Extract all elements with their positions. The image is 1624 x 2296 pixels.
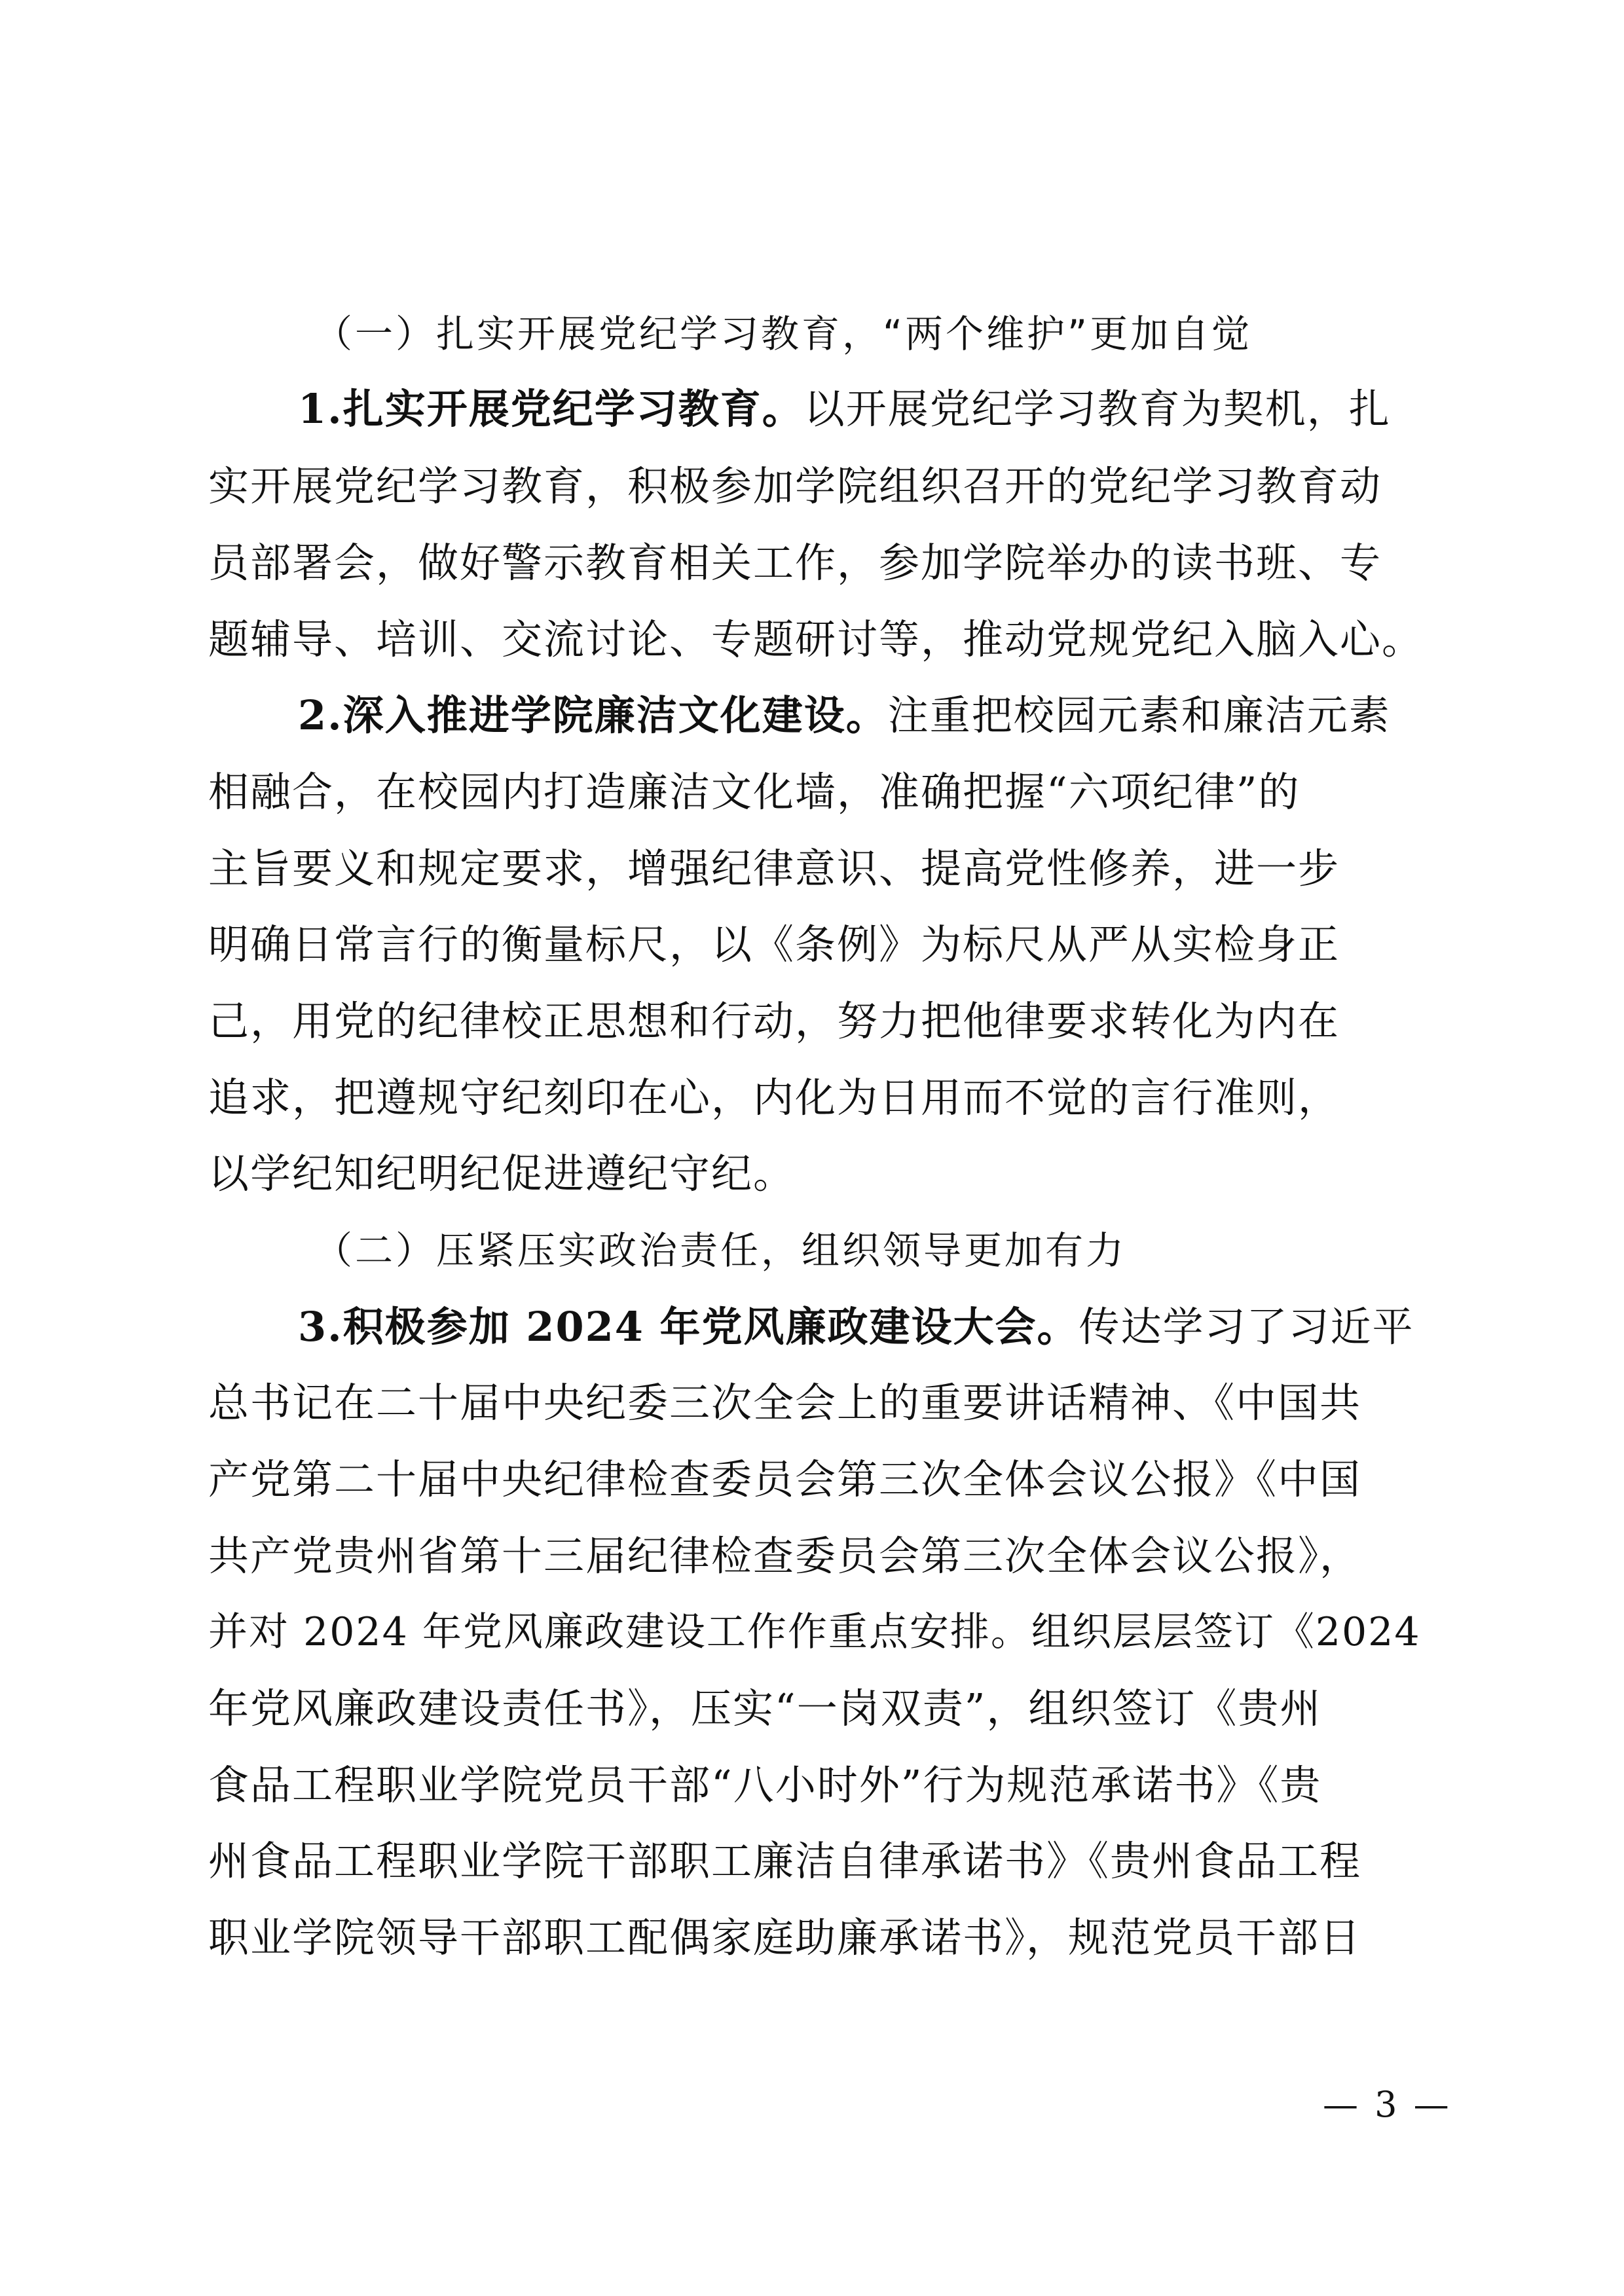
paragraph-2-line-2: 相融合，在校园内打造廉洁文化墙，准确把握“六项纪律”的 — [208, 768, 1301, 816]
page-number: — 3 — — [1323, 2084, 1452, 2125]
section-heading-2: （二）压紧压实政治责任，组织领导更加有力 — [314, 1228, 1127, 1273]
paragraph-2-line-7: 以学纪知纪明纪促进遵纪守纪。 — [208, 1150, 796, 1197]
paragraph-2-line-3: 主旨要义和规定要求，增强纪律意识、提高党性修养，进一步 — [208, 845, 1340, 892]
paragraph-1-line-1 — [298, 380, 1391, 439]
paragraph-3-lead: 3.积极参加 2024 年党风廉政建设大会。 — [298, 1303, 1079, 1351]
paragraph-3-line-4: 共产党贵州省第十三届纪律检查委员会第三次全体会议公报》， — [208, 1532, 1362, 1580]
paragraph-2-lead: 2.深入推进学院廉洁文化建设。 — [298, 691, 888, 739]
paragraph-3-line-5: 并对 2024 年党风廉政建设工作作重点安排。组织层层签订《2024 — [208, 1609, 1421, 1655]
paragraph-2-line-1 — [298, 686, 1391, 745]
paragraph-3-line-8: 州食品工程职业学院干部职工廉洁自律承诺书》《贵州食品工程 — [208, 1837, 1362, 1885]
paragraph-3-line-1-rest: 传达学习了习近平 — [1079, 1303, 1414, 1351]
paragraph-3-line-3: 产党第二十届中央纪律检查委员会第三次全体会议公报》《中国 — [208, 1455, 1362, 1503]
paragraph-1-line-4: 题辅导、培训、交流讨论、专题研讨等，推动党规党纪入脑入心。 — [208, 615, 1424, 663]
paragraph-1-line-3: 员部署会，做好警示教育相关工作，参加学院举办的读书班、专 — [208, 539, 1382, 587]
paragraph-3-line-6: 年党风廉政建设责任书》，压实“一岗双责”，组织签订《贵州 — [208, 1685, 1322, 1732]
paragraph-3-line-9: 职业学院领导干部职工配偶家庭助廉承诺书》，规范党员干部日 — [208, 1914, 1362, 1961]
paragraph-2-line-6: 追求，把遵规守纪刻印在心，内化为日用而不觉的言行准则， — [208, 1074, 1340, 1121]
paragraph-3-line-7: 食品工程职业学院党员干部“八小时外”行为规范承诺书》《贵 — [208, 1761, 1322, 1809]
paragraph-2-line-4: 明确日常言行的衡量标尺，以《条例》为标尺从严从实检身正 — [208, 920, 1340, 968]
paragraph-1-line-1-rest: 以开展党纪学习教育为契机，扎 — [803, 385, 1391, 433]
paragraph-1-lead: 1.扎实开展党纪学习教育。 — [298, 385, 804, 433]
paragraph-3-line-2: 总书记在二十届中央纪委三次全会上的重要讲话精神、《中国共 — [208, 1379, 1362, 1427]
section-heading-1: （一）扎实开展党纪学习教育，“两个维护”更加自觉 — [314, 312, 1253, 356]
paragraph-2-line-5: 己，用党的纪律校正思想和行动，努力把他律要求转化为内在 — [208, 997, 1340, 1045]
paragraph-1-line-2: 实开展党纪学习教育，积极参加学院组织召开的党纪学习教育动 — [208, 462, 1382, 510]
paragraph-2-line-1-rest: 注重把校园元素和廉洁元素 — [887, 691, 1391, 739]
paragraph-3-line-1 — [298, 1298, 1414, 1357]
